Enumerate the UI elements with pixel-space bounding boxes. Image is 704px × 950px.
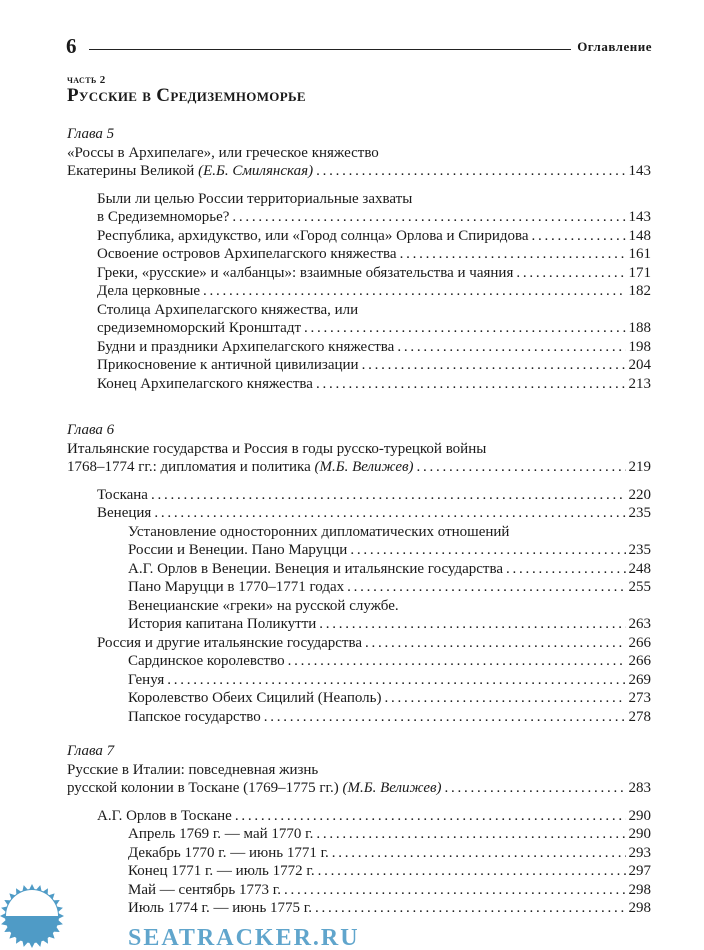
toc-entry-line[interactable] bbox=[67, 264, 651, 283]
entry-title: Конец 1771 г. — июль 1772 г. bbox=[128, 863, 315, 879]
toc-entry-line[interactable] bbox=[67, 208, 651, 227]
entry-author: (М.Б. Велижев) bbox=[314, 459, 414, 475]
entry-title: средиземноморский Кронштадт bbox=[97, 320, 302, 336]
toc-entry[interactable] bbox=[67, 245, 651, 264]
dot-leader bbox=[316, 825, 625, 844]
entry-title: Россия и другие итальянские государства bbox=[97, 634, 363, 651]
dot-leader bbox=[235, 807, 626, 826]
entry-page-number: 293 bbox=[628, 844, 651, 861]
dot-leader bbox=[532, 227, 626, 246]
entry-title: Конец Архипелагского княжества bbox=[97, 375, 313, 392]
entry-page-number: 290 bbox=[628, 807, 651, 824]
entry-title: Прикосновение к античной цивилизации bbox=[97, 357, 359, 373]
entry-page-number: 266 bbox=[628, 653, 651, 669]
entry-page-number: 269 bbox=[628, 671, 651, 688]
toc-entry-line[interactable] bbox=[67, 844, 651, 863]
entry-page-number: 298 bbox=[628, 881, 651, 898]
entry-title: России и Венеции. Пано Маруцци bbox=[128, 542, 348, 558]
toc-entry-line[interactable] bbox=[67, 615, 651, 634]
chapter-title-line: Русские в Италии: повседневная жизнь bbox=[67, 761, 319, 778]
toc-entry[interactable] bbox=[67, 578, 651, 597]
toc-entry-line[interactable] bbox=[67, 634, 651, 653]
toc-entry[interactable] bbox=[67, 301, 651, 338]
entry-title-line: Венецианские «греки» на русской службе. bbox=[128, 597, 399, 614]
entry-page-number: 213 bbox=[628, 375, 651, 392]
entry-title: Тоскана bbox=[97, 486, 148, 503]
entry-page-number: 219 bbox=[628, 459, 651, 475]
toc-entry-line[interactable] bbox=[67, 862, 651, 881]
toc-entry-line[interactable] bbox=[67, 560, 651, 579]
toc-entry-line[interactable] bbox=[67, 375, 651, 394]
running-title: Оглавление bbox=[577, 39, 652, 54]
running-header bbox=[66, 34, 652, 58]
toc-entry-line[interactable] bbox=[67, 319, 651, 338]
dot-leader bbox=[288, 652, 626, 671]
entry-title: Май — сентябрь 1773 г. bbox=[128, 881, 281, 898]
toc-entry[interactable] bbox=[67, 504, 651, 523]
entry-title: Будни и праздники Архипелагского княжества bbox=[97, 338, 395, 355]
toc-entry-line[interactable] bbox=[67, 504, 651, 523]
entry-page-number: 143 bbox=[628, 209, 651, 225]
toc-entry-line[interactable] bbox=[67, 779, 651, 798]
part-heading bbox=[67, 74, 306, 107]
toc-entry-line[interactable] bbox=[67, 881, 651, 900]
dot-leader bbox=[304, 319, 625, 338]
entry-title: А.Г. Орлов в Тоскане bbox=[97, 807, 232, 824]
toc-entry[interactable] bbox=[67, 523, 651, 560]
entry-title-line: Были ли целью России территориальные захваты bbox=[97, 190, 413, 207]
toc-entry-line[interactable] bbox=[67, 338, 651, 357]
toc-entry[interactable] bbox=[67, 282, 651, 301]
table-of-contents bbox=[67, 125, 651, 918]
dot-leader bbox=[318, 862, 626, 881]
entry-page-number: 171 bbox=[628, 264, 651, 281]
toc-entry-line[interactable] bbox=[67, 245, 651, 264]
dot-leader bbox=[350, 541, 625, 560]
entry-title: Сардинское королевство bbox=[128, 653, 285, 669]
dot-leader bbox=[154, 504, 625, 523]
dot-leader bbox=[315, 899, 625, 918]
entry-title: Декабрь 1770 г. — июнь 1771 г. bbox=[128, 844, 329, 861]
dot-leader bbox=[203, 282, 625, 301]
entry-page-number: 161 bbox=[628, 246, 651, 262]
entry-page-number: 255 bbox=[628, 579, 651, 595]
toc-entry-line[interactable] bbox=[67, 541, 651, 560]
entry-page-number: 263 bbox=[628, 616, 651, 632]
entry-title: русской колонии в Тоскане (1769–1775 гг.) bbox=[67, 780, 339, 796]
toc-entry-line[interactable] bbox=[67, 825, 651, 844]
toc-entry[interactable] bbox=[67, 807, 651, 826]
dot-leader bbox=[506, 560, 625, 579]
toc-entry-line[interactable] bbox=[67, 486, 651, 505]
toc-entry-line[interactable] bbox=[67, 282, 651, 301]
entry-page-number: 248 bbox=[628, 560, 651, 577]
chapter-label: Глава 7 bbox=[67, 743, 115, 759]
dot-leader bbox=[151, 486, 626, 505]
toc-entry[interactable] bbox=[67, 338, 651, 357]
toc-entry[interactable] bbox=[67, 862, 651, 881]
toc-entry-line[interactable] bbox=[67, 652, 651, 671]
entry-title: Королевство Обеих Сицилий (Неаполь) bbox=[128, 690, 382, 706]
entry-title: Греки, «русские» и «албанцы»: взаимные обязательства и чаяния bbox=[97, 264, 514, 281]
entry-page-number: 273 bbox=[628, 690, 651, 706]
watermark-text: SEATRACKER.RU bbox=[128, 925, 360, 950]
header-rule bbox=[89, 49, 572, 50]
entry-page-number: 297 bbox=[628, 863, 651, 879]
entry-title: Республика, архидукство, или «Город солнца» Орлова и Спиридова bbox=[97, 227, 529, 244]
toc-entry[interactable] bbox=[67, 634, 651, 653]
chapter-title-line: «Россы в Архипелаге», или греческое княжество bbox=[67, 144, 379, 161]
toc-entry-line[interactable] bbox=[67, 356, 651, 375]
toc-entry[interactable] bbox=[67, 264, 651, 283]
toc-entry[interactable] bbox=[67, 356, 651, 375]
dot-leader bbox=[397, 338, 625, 357]
toc-entry[interactable] bbox=[67, 375, 651, 394]
entry-title-line: Столица Архипелагского княжества, или bbox=[97, 301, 359, 318]
dot-leader bbox=[167, 671, 625, 690]
dot-leader bbox=[444, 779, 625, 798]
dot-leader bbox=[516, 264, 625, 283]
entry-page-number: 235 bbox=[628, 505, 651, 521]
entry-title: Пано Маруцци в 1770–1771 годах bbox=[128, 579, 345, 595]
entry-title: Апрель 1769 г. — май 1770 г. bbox=[128, 826, 314, 842]
entry-page-number: 198 bbox=[628, 338, 651, 355]
toc-entry[interactable] bbox=[67, 227, 651, 246]
entry-title: История капитана Поликутти bbox=[128, 616, 317, 632]
entry-page-number: 182 bbox=[628, 283, 651, 299]
toc-entry[interactable] bbox=[67, 671, 651, 690]
dot-leader bbox=[385, 689, 626, 708]
toc-entry[interactable] bbox=[67, 560, 651, 579]
entry-title: А.Г. Орлов в Венеции. Венеция и итальянские государства bbox=[128, 560, 504, 577]
entry-title: в Средиземноморье? bbox=[97, 209, 230, 225]
toc-entry[interactable] bbox=[67, 899, 651, 918]
toc-entry[interactable] bbox=[67, 708, 651, 727]
dot-leader bbox=[284, 881, 626, 900]
dot-leader bbox=[264, 708, 626, 727]
entry-page-number: 188 bbox=[628, 320, 651, 336]
toc-entry-line[interactable] bbox=[67, 899, 651, 918]
toc-entry-line[interactable] bbox=[67, 162, 651, 181]
toc-entry[interactable] bbox=[67, 486, 651, 505]
entry-page-number: 266 bbox=[628, 634, 651, 651]
entry-page-number: 290 bbox=[628, 826, 651, 842]
chapter-label: Глава 6 bbox=[67, 422, 115, 438]
toc-entry-line[interactable] bbox=[67, 458, 651, 477]
entry-title: Июль 1774 г. — июнь 1775 г. bbox=[128, 900, 313, 916]
dot-leader bbox=[365, 634, 625, 653]
toc-entry-line[interactable] bbox=[67, 671, 651, 690]
entry-page-number: 220 bbox=[628, 486, 651, 503]
entry-title: Дела церковные bbox=[97, 283, 201, 299]
dot-leader bbox=[416, 458, 625, 477]
toc-entry-line[interactable] bbox=[67, 689, 651, 708]
toc-entry[interactable] bbox=[67, 597, 651, 634]
entry-title: Екатерины Великой bbox=[67, 163, 195, 179]
entry-title-line: Установление односторонних дипломатических отношений bbox=[128, 523, 510, 540]
dot-leader bbox=[316, 162, 625, 181]
entry-author: (М.Б. Велижев) bbox=[342, 780, 442, 796]
toc-entry[interactable] bbox=[67, 881, 651, 900]
chapter-label: Глава 5 bbox=[67, 126, 115, 142]
sun-logo-icon bbox=[0, 884, 64, 948]
toc-entry-line[interactable] bbox=[67, 227, 651, 246]
toc-entry-line[interactable] bbox=[67, 807, 651, 826]
entry-page-number: 143 bbox=[628, 163, 651, 179]
entry-title: Венеция bbox=[97, 505, 152, 521]
entry-page-number: 298 bbox=[628, 900, 651, 916]
toc-entry[interactable] bbox=[67, 844, 651, 863]
entry-page-number: 204 bbox=[628, 357, 651, 373]
dot-leader bbox=[316, 375, 626, 394]
entry-title: Папское государство bbox=[128, 708, 261, 725]
entry-page-number: 283 bbox=[628, 780, 651, 796]
dot-leader bbox=[400, 245, 626, 264]
entry-author: (Е.Б. Смилянская) bbox=[198, 163, 314, 179]
entry-page-number: 148 bbox=[628, 227, 651, 244]
entry-title: Генуя bbox=[128, 671, 165, 688]
entry-page-number: 235 bbox=[628, 542, 651, 558]
entry-page-number: 278 bbox=[628, 708, 651, 725]
toc-entry[interactable] bbox=[67, 652, 651, 671]
dot-leader bbox=[347, 578, 625, 597]
toc-entry-line[interactable] bbox=[67, 578, 651, 597]
page-number: 6 bbox=[66, 33, 77, 58]
entry-title: Освоение островов Архипелагского княжества bbox=[97, 246, 397, 262]
entry-title: 1768–1774 гг.: дипломатия и политика bbox=[67, 459, 311, 475]
part-label: часть 2 bbox=[67, 74, 106, 86]
toc-entry-line[interactable] bbox=[67, 708, 651, 727]
toc-entry[interactable] bbox=[67, 689, 651, 708]
dot-leader bbox=[232, 208, 625, 227]
toc-entry[interactable] bbox=[67, 190, 651, 227]
dot-leader bbox=[332, 844, 626, 863]
part-title: Русские в Средиземноморье bbox=[67, 85, 306, 106]
dot-leader bbox=[319, 615, 625, 634]
dot-leader bbox=[362, 356, 626, 375]
toc-entry[interactable] bbox=[67, 825, 651, 844]
chapter-title-line: Итальянские государства и Россия в годы русско-турецкой войны bbox=[67, 440, 487, 457]
